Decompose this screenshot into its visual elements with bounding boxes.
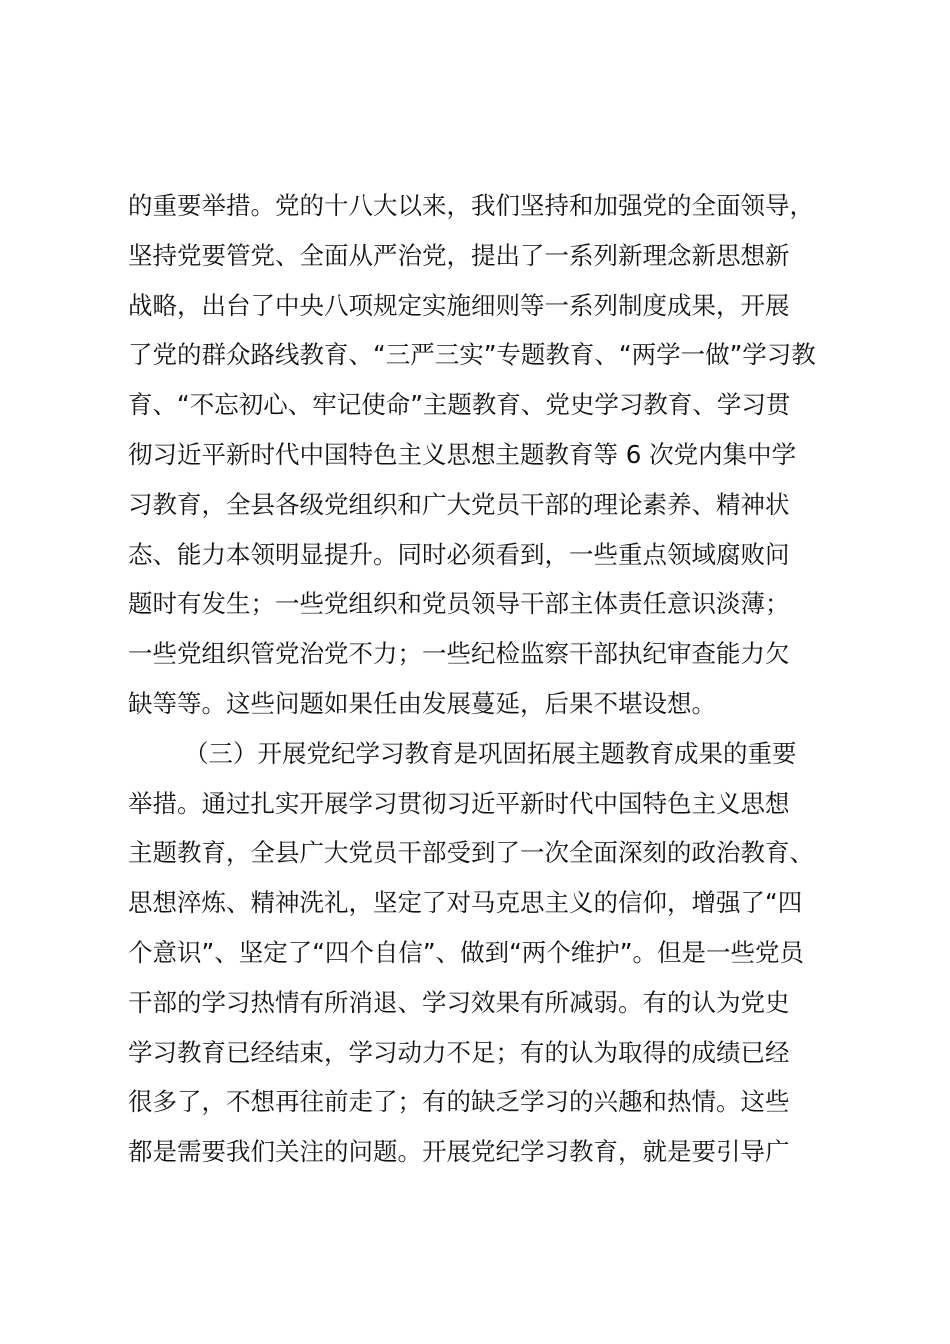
text-line: 思想淬炼、精神洗礼，坚定了对马克思主义的信仰，增强了“四	[128, 888, 803, 918]
body-text	[128, 181, 868, 1177]
text-line: 了党的群众路线教育、“三严三实”专题教育、“两学一做”学习教	[128, 340, 816, 370]
text-line: 态、能力本领明显提升。同时必须看到，一些重点领域腐败问	[128, 539, 790, 569]
section-heading-line: （三）开展党纪学习教育是巩固拓展主题教育成果的重要	[184, 738, 797, 768]
text-line: 一些党组织管党治党不力；一些纪检监察干部执纪审查能力欠	[128, 639, 790, 669]
text-line: 都是需要我们关注的问题。开展党纪学习教育，就是要引导广	[128, 1137, 790, 1167]
text-line: 彻习近平新时代中国特色主义思想主题教育等 6 次党内集中学	[128, 439, 797, 469]
text-line: 主题教育，全县广大党员干部受到了一次全面深刻的政治教育、	[128, 838, 814, 868]
text-line: 举措。通过扎实开展学习贯彻习近平新时代中国特色主义思想	[128, 788, 790, 818]
text-line: 的重要举措。党的十八大以来，我们坚持和加强党的全面领导，	[128, 191, 814, 220]
text-line: 题时有发生；一些党组织和党员领导干部主体责任意识淡薄；	[128, 589, 790, 619]
text-line: 育、“不忘初心、牢记使命”主题教育、党史学习教育、学习贯	[128, 390, 791, 420]
text-line: 干部的学习热情有所消退、学习效果有所减弱。有的认为党史	[128, 987, 790, 1017]
text-line: 习教育，全县各级党组织和广大党员干部的理论素养、精神状	[128, 489, 790, 519]
text-line: 坚持党要管党、全面从严治党，提出了一系列新理念新思想新	[128, 240, 790, 270]
text-line: 学习教育已经结束，学习动力不足；有的认为取得的成绩已经	[128, 1037, 790, 1067]
text-line: 缺等等。这些问题如果任由发展蔓延，后果不堪设想。	[128, 688, 716, 718]
text-line: 个意识”、坚定了“四个自信”、做到“两个维护”。但是一些党员	[128, 937, 804, 967]
text-line: 很多了，不想再往前走了；有的缺乏学习的兴趣和热情。这些	[128, 1087, 790, 1117]
text-line: 战略，出台了中央八项规定实施细则等一系列制度成果，开展	[128, 290, 790, 320]
